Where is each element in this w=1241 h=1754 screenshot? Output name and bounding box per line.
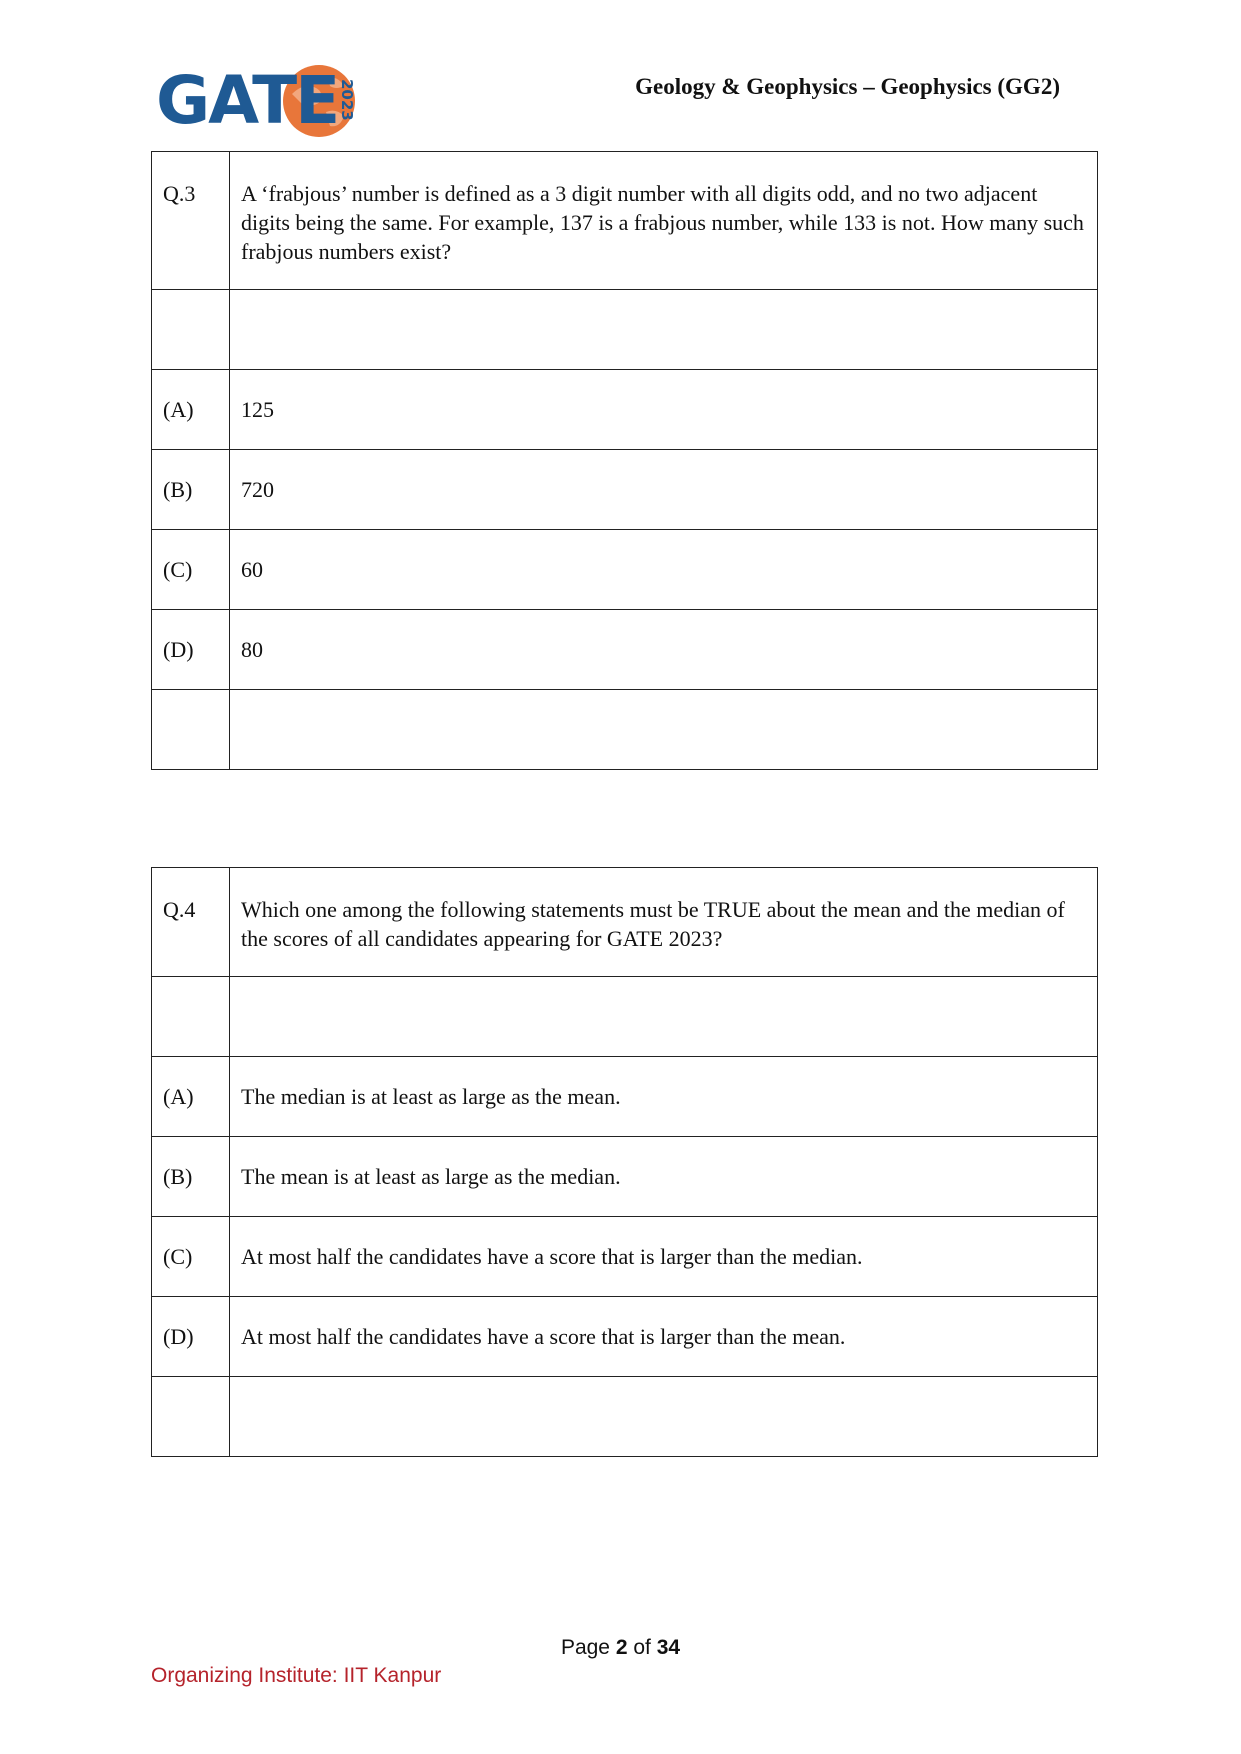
option-row xyxy=(152,370,1098,450)
option-row xyxy=(152,450,1098,530)
option-row xyxy=(152,610,1098,690)
option-text: 80 xyxy=(230,610,1098,690)
blank-row xyxy=(152,1377,1098,1457)
paper-title: Geology & Geophysics – Geophysics (GG2) xyxy=(635,74,1060,99)
blank-row xyxy=(152,690,1098,770)
option-text: The median is at least as large as the mean. xyxy=(230,1057,1098,1137)
option-row xyxy=(152,1137,1098,1217)
option-label: (D) xyxy=(152,1297,230,1377)
page-of: of xyxy=(627,1636,657,1659)
question-table-q3 xyxy=(151,151,1098,770)
option-label: (A) xyxy=(152,370,230,450)
option-label: (B) xyxy=(152,1137,230,1217)
option-text: 125 xyxy=(230,370,1098,450)
page-prefix: Page xyxy=(560,1636,616,1659)
option-text: 720 xyxy=(230,450,1098,530)
question-number: Q.3 xyxy=(152,152,230,290)
question-text: Which one among the following statements must be TRUE about the mean and the median of the scores of all candidates appearing for GATE 2023? xyxy=(230,868,1098,977)
option-label: (D) xyxy=(152,610,230,690)
question-number: Q.4 xyxy=(152,868,230,977)
option-row xyxy=(152,1057,1098,1137)
option-label: (C) xyxy=(152,1217,230,1297)
page-number xyxy=(0,1636,1241,1660)
blank-row xyxy=(152,290,1098,370)
question-table-q4 xyxy=(151,867,1098,1457)
page-total: 34 xyxy=(656,1636,681,1659)
option-label: (B) xyxy=(152,450,230,530)
logo-year: 2023 xyxy=(338,79,356,121)
option-row xyxy=(152,1217,1098,1297)
option-label: (A) xyxy=(152,1057,230,1137)
logo-text: GATE xyxy=(156,62,339,139)
page-current: 2 xyxy=(615,1636,628,1659)
option-text: The mean is at least as large as the median. xyxy=(230,1137,1098,1217)
blank-row xyxy=(152,977,1098,1057)
organizing-institute: Organizing Institute: IIT Kanpur xyxy=(151,1664,442,1687)
gate-logo xyxy=(156,62,356,140)
question-text: A ‘frabjous’ number is defined as a 3 digit number with all digits odd, and no two adjacent digits being the same. For example, 137 is a frabjous number, while 133 is not. How many such frabjous numbers exist? xyxy=(230,152,1098,290)
option-text: At most half the candidates have a score that is larger than the median. xyxy=(230,1217,1098,1297)
option-row xyxy=(152,530,1098,610)
option-label: (C) xyxy=(152,530,230,610)
option-text: 60 xyxy=(230,530,1098,610)
option-text: At most half the candidates have a score that is larger than the mean. xyxy=(230,1297,1098,1377)
option-row xyxy=(152,1297,1098,1377)
